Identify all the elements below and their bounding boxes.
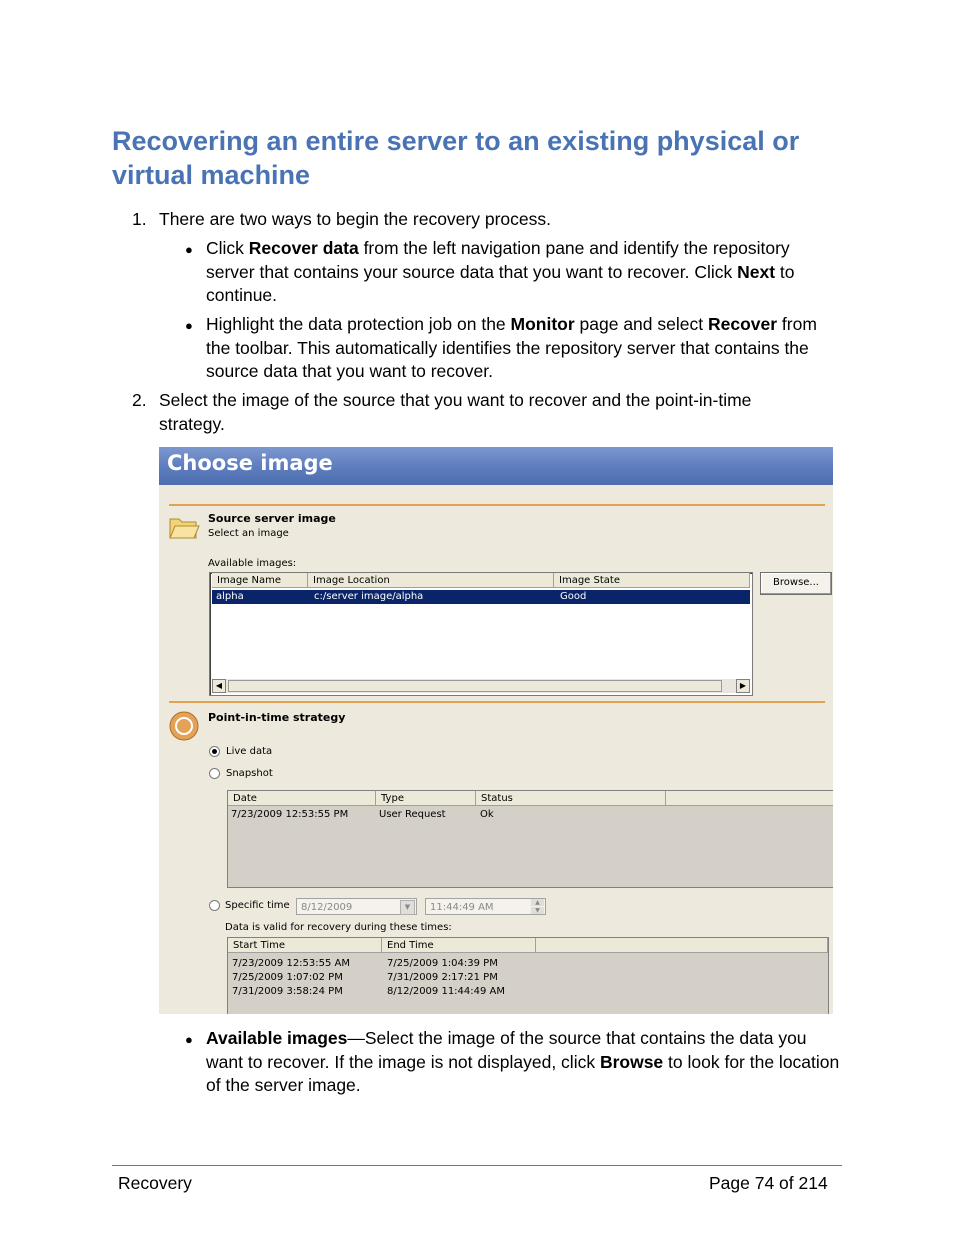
screenshot-header-title: Choose image [167, 451, 333, 475]
folder-icon [168, 513, 200, 541]
snapshot-status-cell[interactable]: Ok [480, 809, 494, 820]
range-end-cell: 8/12/2009 11:44:49 AM [387, 986, 506, 997]
column-header[interactable]: Image Location [308, 573, 554, 588]
valid-times-grid[interactable] [227, 937, 829, 1014]
step-1-number: 1. [132, 209, 147, 229]
bullet-monitor: Highlight the data protection job on the Monitor page and select Recover from the toolbar. This automatically identifies the repository server that contains the source data that you want to recover. [206, 314, 817, 381]
snapshot-grid[interactable] [227, 790, 833, 888]
column-header[interactable]: Image State [554, 573, 750, 588]
image-name-cell: alpha [216, 591, 244, 602]
snapshot-label: Snapshot [226, 768, 273, 779]
column-header[interactable]: End Time [382, 938, 536, 953]
live-data-radio[interactable] [209, 746, 220, 757]
column-header-empty [536, 938, 828, 953]
range-start-cell: 7/31/2009 3:58:24 PM [232, 986, 343, 997]
snapshot-date-cell[interactable]: 7/23/2009 12:53:55 PM [231, 809, 349, 820]
column-header[interactable]: Date [228, 791, 376, 806]
column-header-empty [666, 791, 833, 806]
section-divider [169, 701, 825, 703]
pit-section-title: Point-in-time strategy [208, 711, 346, 724]
snapshot-radio[interactable] [209, 768, 220, 779]
column-header[interactable]: Status [476, 791, 666, 806]
page-number: Page 74 of 214 [709, 1173, 828, 1193]
column-header[interactable]: Image Name [212, 573, 308, 588]
bullet-dot: ● [185, 1032, 193, 1047]
specific-time-radio[interactable] [209, 900, 220, 911]
range-end-cell: 7/31/2009 2:17:21 PM [387, 972, 498, 983]
choose-image-screenshot [159, 447, 833, 1014]
scroll-right-icon[interactable]: ▶ [736, 679, 750, 693]
spin-down-icon[interactable]: ▼ [531, 907, 544, 914]
scroll-thumb[interactable] [228, 680, 722, 692]
snapshot-type-cell[interactable]: User Request [379, 809, 446, 820]
image-state-cell: Good [560, 591, 587, 602]
column-header[interactable]: Start Time [228, 938, 382, 953]
time-spinner[interactable] [425, 898, 546, 915]
range-end-cell: 7/25/2009 1:04:39 PM [387, 958, 498, 969]
source-section-title: Source server image [208, 512, 336, 525]
bullet-available-images: Available images—Select the image of the source that contains the data you want to recover. If the image is not displayed, click Browse to look for the location of the server image. [206, 1028, 840, 1095]
time-value: 11:44:49 AM [430, 902, 494, 913]
point-in-time-icon [168, 710, 200, 742]
section-divider [169, 504, 825, 506]
column-header[interactable]: Type [376, 791, 476, 806]
range-start-cell: 7/25/2009 1:07:02 PM [232, 972, 343, 983]
footer-divider [112, 1165, 842, 1166]
valid-times-label: Data is valid for recovery during these times: [225, 922, 452, 933]
range-start-cell: 7/23/2009 12:53:55 AM [232, 958, 351, 969]
bullet-dot: ● [185, 318, 193, 333]
date-picker[interactable] [296, 898, 417, 915]
scroll-left-icon[interactable]: ◀ [212, 679, 226, 693]
images-list[interactable] [209, 572, 753, 696]
bullet-dot: ● [185, 242, 193, 257]
bullet-recover-data: Click Recover data from the left navigation pane and identify the repository server that contains your source data that you want to recover. Click Next to continue. [206, 238, 795, 305]
available-images-label: Available images: [208, 558, 297, 569]
browse-button[interactable]: Browse... [760, 572, 832, 595]
live-data-label: Live data [226, 746, 273, 757]
table-row[interactable] [212, 590, 750, 604]
step-2-text: Select the image of the source that you want to recover and the point-in-time strategy. [159, 390, 752, 434]
source-section-subtitle: Select an image [208, 528, 289, 539]
footer-section: Recovery [118, 1173, 192, 1193]
page-title: Recovering an entire server to an existing physical or virtual machine [112, 126, 800, 190]
image-location-cell: c:/server image/alpha [314, 591, 424, 602]
specific-time-label: Specific time [225, 900, 290, 911]
spin-up-icon[interactable]: ▲ [531, 899, 544, 906]
screenshot-header [159, 447, 833, 485]
chevron-down-icon[interactable]: ▼ [400, 900, 415, 915]
date-value: 8/12/2009 [301, 902, 353, 913]
horizontal-scrollbar[interactable] [212, 679, 750, 693]
step-1-text: There are two ways to begin the recovery process. [159, 209, 551, 229]
step-2-number: 2. [132, 390, 147, 410]
